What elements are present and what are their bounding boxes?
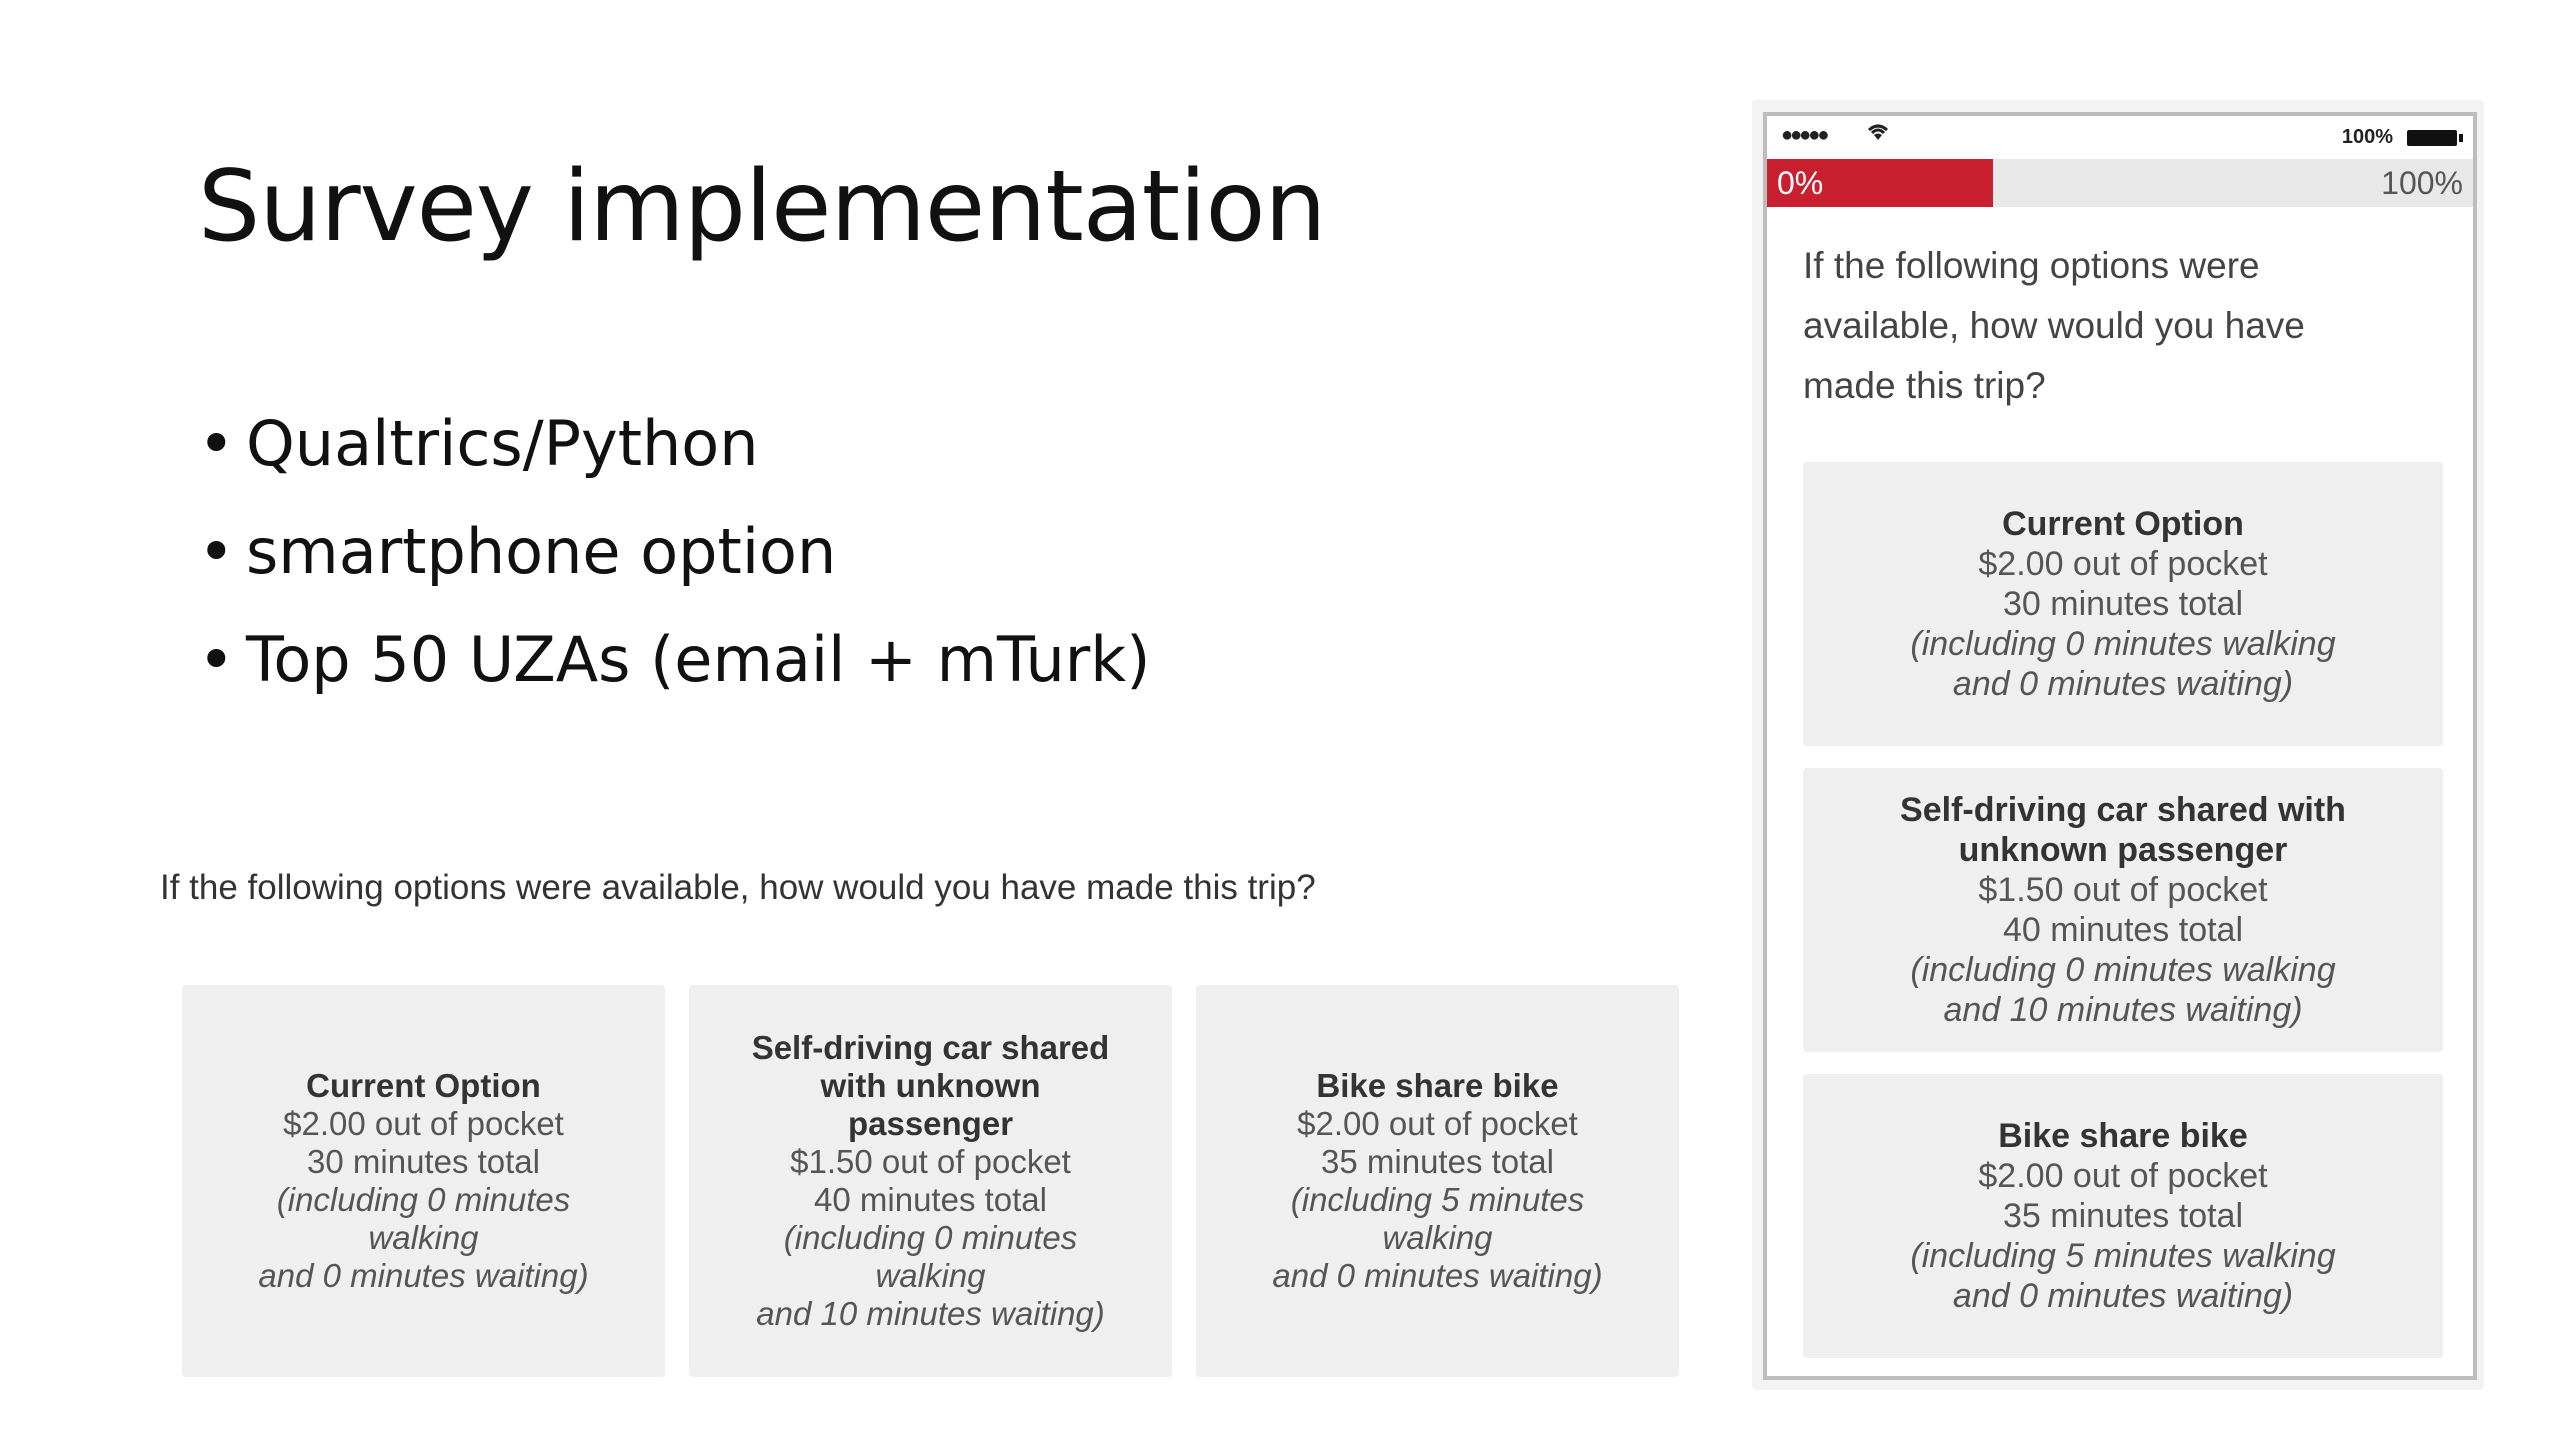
- option-detail: and 0 minutes waiting): [258, 1257, 589, 1294]
- bullet-dot: •: [198, 623, 235, 696]
- signal-icon: ●●●●●: [1781, 124, 1827, 146]
- desktop-survey-question: If the following options were available, how would you have made this trip?: [160, 868, 1316, 907]
- progress-start-label: 0%: [1777, 165, 1824, 201]
- phone-survey-question: If the following options were available, how would you have made this trip?: [1803, 245, 2305, 406]
- desktop-option-bike-share[interactable]: [1196, 985, 1679, 1377]
- bullet-text: smartphone option: [246, 515, 837, 588]
- option-detail: (including 5 minutes walking: [1910, 1237, 2336, 1275]
- option-title: Self-driving car shared with: [1900, 791, 2346, 829]
- desktop-option-current[interactable]: [182, 985, 665, 1377]
- bullet-text: Qualtrics/Python: [246, 407, 759, 480]
- bullet-dot: •: [198, 407, 235, 480]
- bullet-item: [198, 498, 1150, 606]
- option-title: Bike share bike: [1998, 1117, 2248, 1155]
- option-detail: walking: [1382, 1219, 1493, 1256]
- option-detail: and 10 minutes waiting): [756, 1295, 1105, 1332]
- option-detail: and 0 minutes waiting): [1952, 1277, 2294, 1315]
- option-title: Self-driving car shared: [751, 1029, 1110, 1066]
- option-cost: $1.50 out of pocket: [1978, 871, 2268, 909]
- desktop-option-self-driving[interactable]: [689, 985, 1172, 1377]
- phone-screen: [1763, 112, 2477, 1380]
- option-title: Bike share bike: [1316, 1067, 1559, 1104]
- option-cost: $2.00 out of pocket: [1978, 545, 2268, 583]
- option-detail: (including 5 minutes: [1290, 1181, 1585, 1218]
- bullet-item: [198, 606, 1150, 714]
- option-time: 40 minutes total: [814, 1181, 1047, 1218]
- option-time: 35 minutes total: [2002, 1197, 2244, 1235]
- bullet-dot: •: [198, 515, 235, 588]
- option-detail: and 0 minutes waiting): [1952, 665, 2294, 703]
- battery-icon: [2407, 130, 2457, 146]
- desktop-survey-options: [182, 985, 1682, 1377]
- option-detail: (including 0 minutes walking: [1910, 625, 2336, 663]
- slide-title: Survey implementation: [198, 150, 1326, 264]
- option-title: unknown passenger: [1958, 831, 2288, 869]
- wifi-icon: [1865, 122, 1891, 148]
- option-detail: (including 0 minutes: [276, 1181, 571, 1218]
- option-detail: (including 0 minutes: [783, 1219, 1078, 1256]
- phone-status-bar: [1767, 116, 2473, 156]
- option-detail: and 10 minutes waiting): [1943, 991, 2303, 1029]
- phone-option-bike-share[interactable]: [1803, 1074, 2443, 1358]
- option-time: 30 minutes total: [307, 1143, 540, 1180]
- option-time: 30 minutes total: [2002, 585, 2244, 623]
- option-cost: $2.00 out of pocket: [1978, 1157, 2268, 1195]
- progress-bar: [1767, 159, 2473, 207]
- option-cost: $2.00 out of pocket: [1297, 1105, 1578, 1142]
- option-detail: walking: [368, 1219, 479, 1256]
- phone-option-self-driving[interactable]: [1803, 768, 2443, 1052]
- option-title: Current Option: [2002, 505, 2244, 543]
- option-cost: $1.50 out of pocket: [790, 1143, 1071, 1180]
- option-title: passenger: [847, 1105, 1014, 1142]
- phone-option-current[interactable]: [1803, 462, 2443, 746]
- option-title: Current Option: [306, 1067, 541, 1104]
- bullet-list: [198, 390, 1150, 714]
- option-time: 40 minutes total: [2002, 911, 2244, 949]
- option-detail: walking: [875, 1257, 986, 1294]
- option-detail: (including 0 minutes walking: [1910, 951, 2336, 989]
- bullet-item: [198, 390, 1150, 498]
- option-detail: and 0 minutes waiting): [1272, 1257, 1603, 1294]
- battery-label: 100%: [2341, 126, 2393, 148]
- progress-end-label: 100%: [2381, 165, 2463, 201]
- option-title: with unknown: [820, 1067, 1041, 1104]
- option-cost: $2.00 out of pocket: [283, 1105, 564, 1142]
- bullet-text: Top 50 UZAs (email + mTurk): [246, 623, 1151, 696]
- option-time: 35 minutes total: [1321, 1143, 1554, 1180]
